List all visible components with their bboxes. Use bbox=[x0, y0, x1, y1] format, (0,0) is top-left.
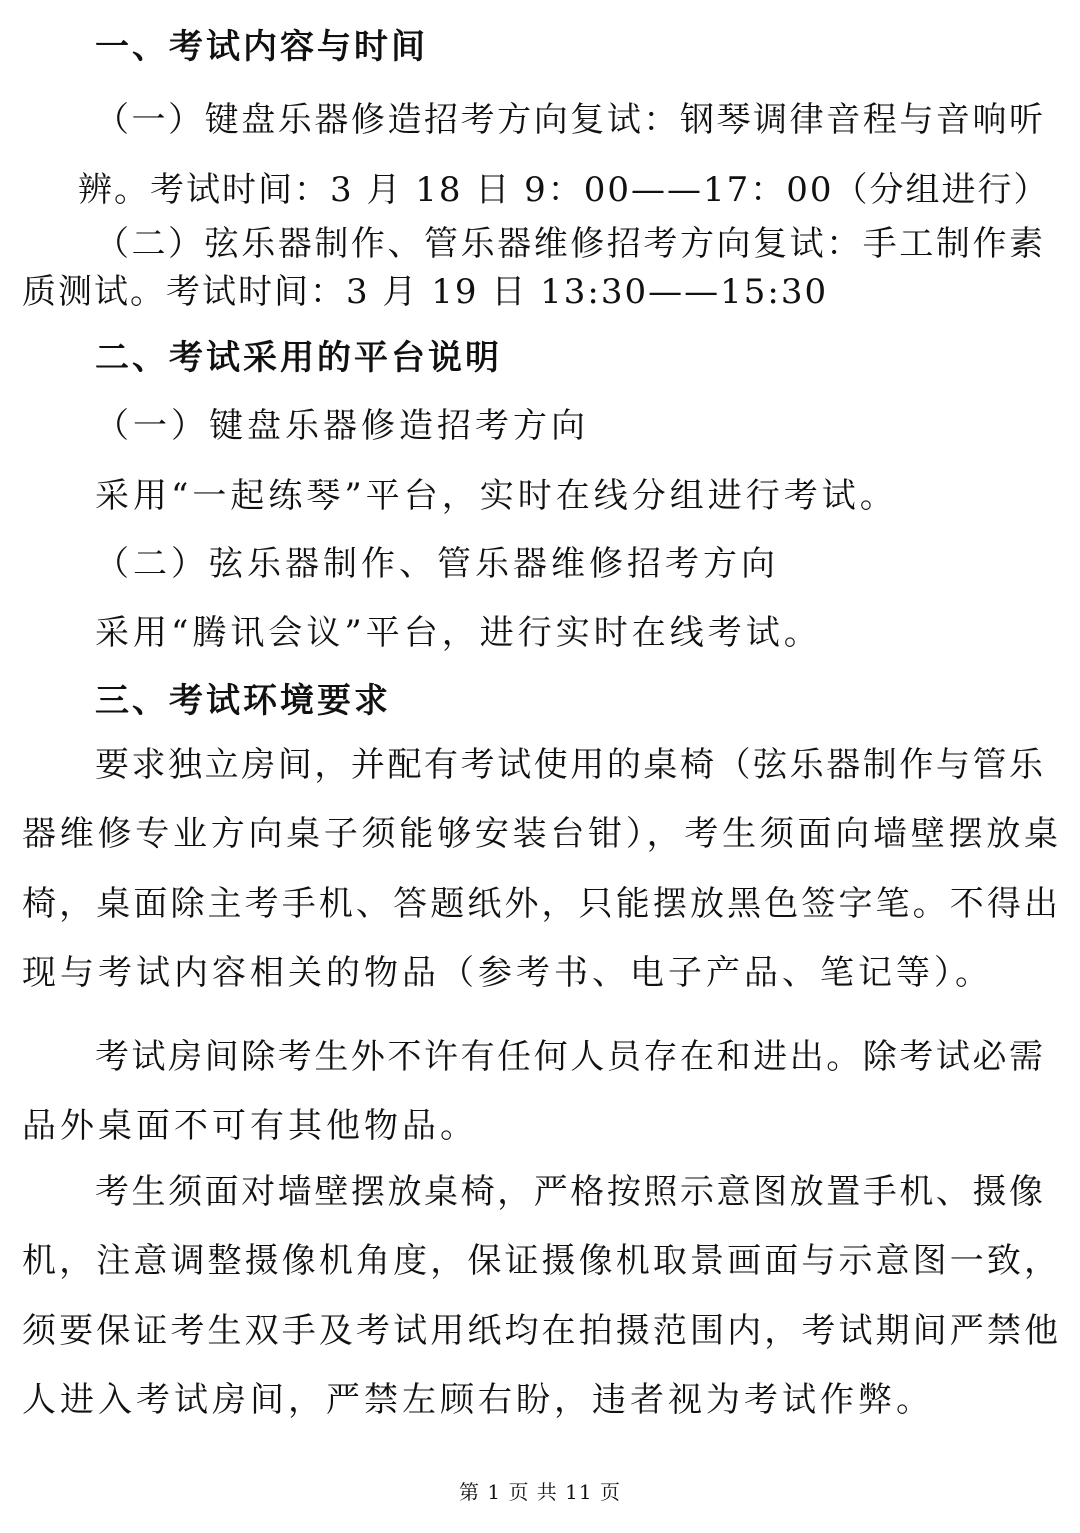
section-2-subheading-1: （一）键盘乐器修造招考方向 bbox=[95, 406, 589, 446]
section-3-para-3-line-1: 考生须面对墙壁摆放桌椅，严格按照示意图放置手机、摄像 bbox=[95, 1172, 1043, 1212]
page-footer: 第 1 页 共 11 页 bbox=[459, 1480, 621, 1504]
section-1-item-1-line-1: （一）键盘乐器修造招考方向复试：钢琴调律音程与音响听 bbox=[95, 100, 1043, 140]
section-3-para-2-line-2: 品外桌面不可有其他物品。 bbox=[22, 1106, 478, 1146]
section-3-para-1-line-2: 器维修专业方向桌子须能够安装台钳），考生须面向墙壁摆放桌 bbox=[22, 814, 1058, 854]
section-1-heading: 一、考试内容与时间 bbox=[95, 27, 428, 67]
section-3-para-3-line-4: 人进入考试房间，严禁左顾右盼，违者视为考试作弊。 bbox=[22, 1380, 934, 1420]
section-2-subheading-2: （二）弦乐器制作、管乐器维修招考方向 bbox=[95, 544, 779, 584]
section-3-para-3-line-2: 机，注意调整摄像机角度，保证摄像机取景画面与示意图一致， bbox=[22, 1241, 1058, 1281]
section-2-text-2: 采用“腾讯会议”平台，进行实时在线考试。 bbox=[95, 613, 822, 653]
section-2-text-1: 采用“一起练琴”平台，实时在线分组进行考试。 bbox=[95, 476, 898, 516]
section-1-item-2-line-1: （二）弦乐器制作、管乐器维修招考方向复试：手工制作素 bbox=[95, 224, 1043, 264]
section-2-heading: 二、考试采用的平台说明 bbox=[95, 338, 502, 378]
section-1-item-2-line-2: 质测试。考试时间：3 月 19 日 13:30——15:30 bbox=[22, 272, 829, 312]
section-1-item-1-line-2: 辨。考试时间：3 月 18 日 9：00——17：00（分组进行） bbox=[78, 170, 1050, 210]
section-3-heading: 三、考试环境要求 bbox=[95, 681, 391, 721]
section-3-para-1-line-1: 要求独立房间，并配有考试使用的桌椅（弦乐器制作与管乐 bbox=[95, 745, 1043, 785]
section-3-para-3-line-3: 须要保证考生双手及考试用纸均在拍摄范围内，考试期间严禁他 bbox=[22, 1311, 1058, 1351]
section-3-para-2-line-1: 考试房间除考生外不许有任何人员存在和进出。除考试必需 bbox=[95, 1037, 1043, 1077]
section-3-para-1-line-3: 椅，桌面除主考手机、答题纸外，只能摆放黑色签字笔。不得出 bbox=[22, 884, 1058, 924]
section-3-para-1-line-4: 现与考试内容相关的物品（参考书、电子产品、笔记等）。 bbox=[22, 953, 993, 993]
